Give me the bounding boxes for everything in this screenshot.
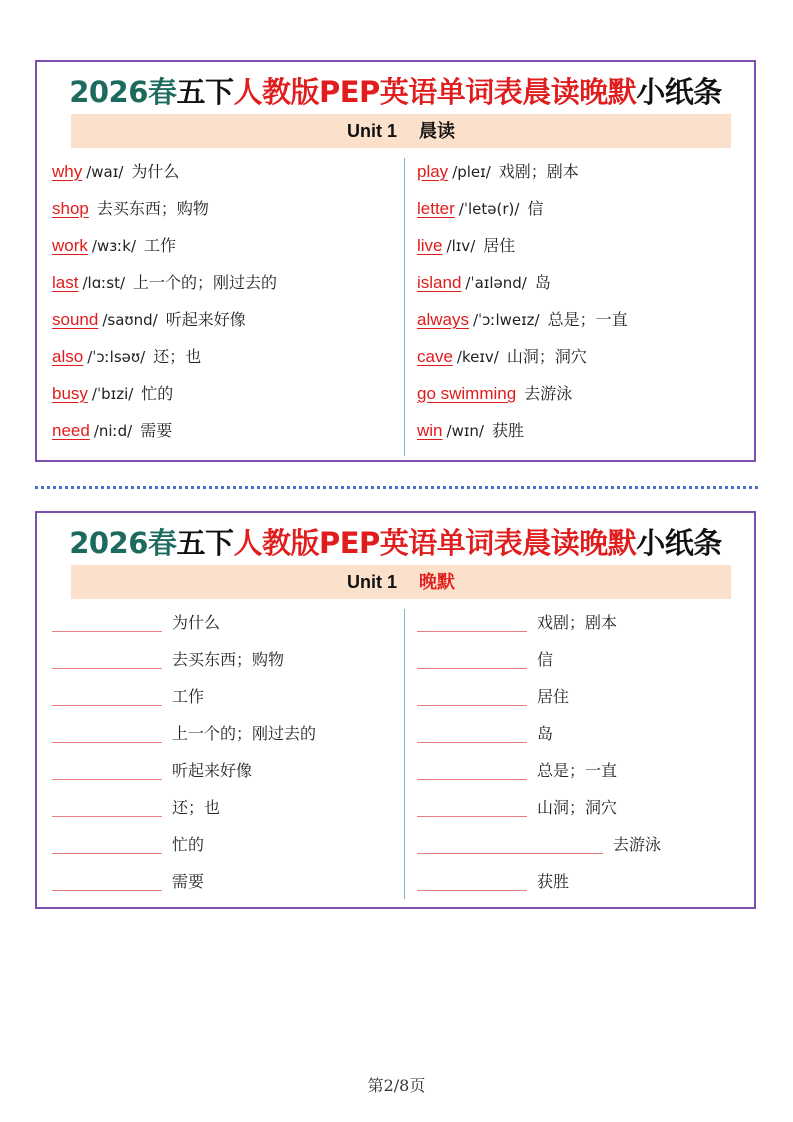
morning-reading-card [35, 60, 756, 462]
answer-blank[interactable] [52, 705, 162, 706]
unit-mode-label: 晚默 [419, 572, 455, 592]
meaning: 获胜 [491, 421, 524, 440]
unit-mode-label: 晨读 [419, 121, 455, 141]
answer-blank[interactable] [417, 816, 527, 817]
meaning: 需要 [140, 421, 173, 440]
vocab-word: last [52, 273, 79, 292]
vocab-word: need [52, 421, 90, 440]
answer-blank[interactable] [417, 853, 603, 854]
answer-blank[interactable] [52, 668, 162, 669]
word-row [52, 417, 277, 454]
meaning: 忙的 [172, 835, 205, 854]
unit-name: Unit 1 [346, 121, 397, 141]
word-row [52, 158, 277, 195]
meaning: 总是；一直 [547, 310, 628, 329]
meaning: 获胜 [537, 872, 570, 891]
meaning: 山洞；洞穴 [506, 347, 587, 366]
meaning: 去买东西；购物 [96, 199, 209, 218]
word-row [52, 343, 277, 380]
meaning: 工作 [144, 236, 177, 255]
evening-recall-card [35, 511, 756, 909]
meaning: 听起来好像 [165, 310, 246, 329]
meaning: 工作 [172, 687, 205, 706]
meaning: 还；也 [153, 347, 202, 366]
meaning: 戏剧；剧本 [498, 162, 579, 181]
meaning: 戏剧；剧本 [537, 613, 618, 632]
vocab-word: work [52, 236, 88, 255]
word-list-right [417, 158, 628, 454]
phonetic: /wɪn/ [446, 422, 484, 440]
unit-header-bar [71, 114, 731, 148]
phonetic: /ˈɔːlweɪz/ [472, 311, 540, 329]
phonetic: /saʊnd/ [102, 311, 158, 329]
answer-blank[interactable] [417, 779, 527, 780]
vocab-word: shop [52, 199, 89, 218]
vocab-word: island [417, 273, 462, 292]
meaning: 岛 [537, 724, 554, 743]
phonetic: /wɜːk/ [91, 237, 136, 255]
meaning: 忙的 [141, 384, 174, 403]
answer-blank[interactable] [417, 705, 527, 706]
word-list-left [52, 158, 277, 454]
word-row [52, 380, 277, 417]
vocab-word: live [417, 236, 443, 255]
answer-blank[interactable] [417, 668, 527, 669]
word-row [417, 232, 628, 269]
answer-blank[interactable] [52, 890, 162, 891]
meaning: 岛 [534, 273, 551, 292]
vocab-word: busy [52, 384, 88, 403]
word-row [52, 232, 277, 269]
phonetic: /niːd/ [93, 422, 133, 440]
vocab-word: sound [52, 310, 99, 329]
card-title: 2026春五下人教版PEP英语单词表晨读晚默小纸条 [69, 75, 722, 109]
phonetic: /ˈaɪlənd/ [465, 274, 527, 292]
meaning: 居住 [483, 236, 516, 255]
word-row [52, 195, 277, 232]
page-number: 第2/8页 [367, 1076, 426, 1095]
phonetic: /keɪv/ [456, 348, 499, 366]
meaning: 去游泳 [524, 384, 573, 403]
answer-blank[interactable] [52, 853, 162, 854]
meaning: 信 [527, 199, 544, 218]
meaning: 为什么 [172, 613, 221, 632]
meaning: 去游泳 [613, 835, 662, 854]
word-row [417, 343, 628, 380]
word-row [417, 417, 628, 454]
answer-blank[interactable] [52, 816, 162, 817]
meaning: 总是；一直 [537, 761, 618, 780]
phonetic: /pleɪ/ [452, 163, 491, 181]
meaning: 信 [537, 650, 554, 669]
meaning: 听起来好像 [172, 761, 253, 780]
word-row [417, 158, 628, 195]
answer-blank[interactable] [52, 779, 162, 780]
phonetic: /waɪ/ [86, 163, 124, 181]
answer-blank[interactable] [417, 890, 527, 891]
word-row [52, 306, 277, 343]
phonetic: /ˈletə(r)/ [458, 200, 520, 218]
column-divider [404, 158, 405, 456]
word-row [417, 380, 628, 417]
phonetic: /ˈbɪzi/ [91, 385, 134, 403]
meaning: 山洞；洞穴 [537, 798, 618, 817]
vocab-word: cave [417, 347, 453, 366]
phonetic: /lɑːst/ [82, 274, 126, 292]
answer-blank[interactable] [417, 631, 527, 632]
vocab-word: win [417, 421, 443, 440]
phonetic: /lɪv/ [446, 237, 476, 255]
unit-name: Unit 1 [346, 572, 397, 592]
meaning: 为什么 [131, 162, 180, 181]
vocab-word: also [52, 347, 84, 366]
word-row [417, 195, 628, 232]
cut-line [35, 486, 758, 489]
unit-header-bar [71, 565, 731, 599]
word-row [417, 269, 628, 306]
meaning: 上一个的；刚过去的 [133, 273, 278, 292]
meaning: 居住 [537, 687, 570, 706]
phonetic: /ˈɔːlsəʊ/ [87, 348, 146, 366]
answer-blank[interactable] [52, 742, 162, 743]
answer-blank[interactable] [52, 631, 162, 632]
meaning: 需要 [172, 872, 205, 891]
meaning: 去买东西；购物 [172, 650, 285, 669]
vocab-word: why [52, 162, 83, 181]
vocab-word: play [417, 162, 449, 181]
vocab-word: always [417, 310, 469, 329]
vocab-word: go swimming [417, 384, 517, 403]
vocab-word: letter [417, 199, 455, 218]
column-divider [404, 609, 405, 899]
answer-blank[interactable] [417, 742, 527, 743]
word-row [417, 306, 628, 343]
card-title: 2026春五下人教版PEP英语单词表晨读晚默小纸条 [69, 526, 722, 560]
word-row [52, 269, 277, 306]
meaning: 上一个的；刚过去的 [172, 724, 317, 743]
meaning: 还；也 [172, 798, 221, 817]
